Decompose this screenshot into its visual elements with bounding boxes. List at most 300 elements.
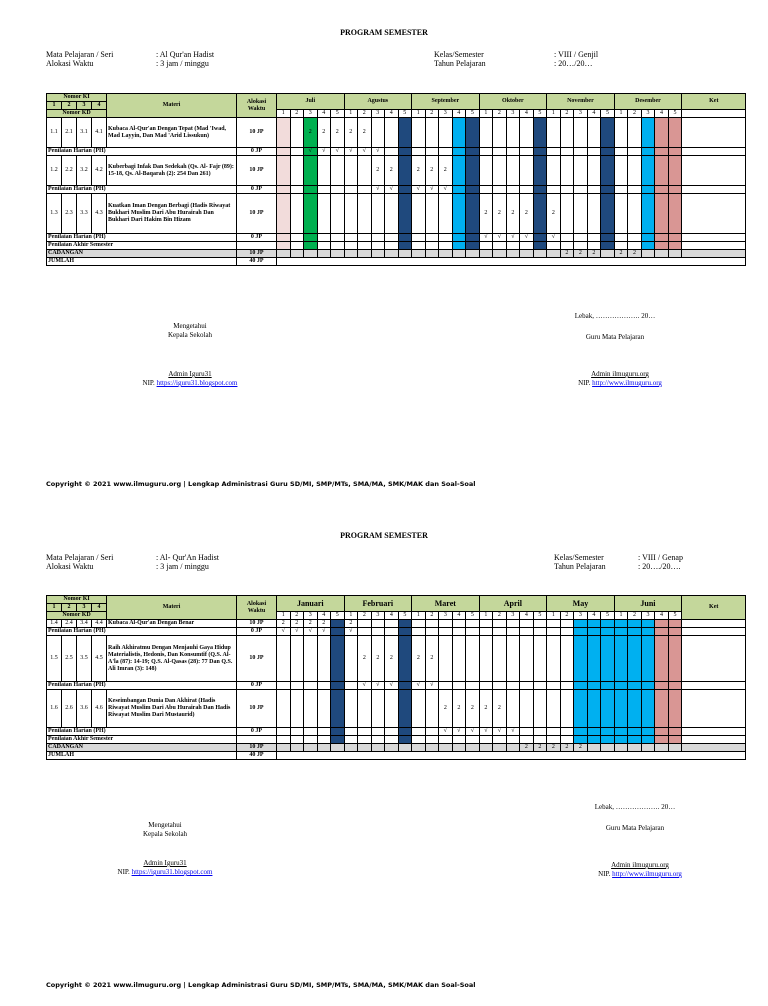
table-cell — [614, 118, 628, 148]
table-cell — [506, 242, 520, 250]
table-cell — [290, 194, 304, 234]
table-cell: √ — [304, 148, 318, 156]
table-cell: 2 — [358, 636, 372, 682]
table-cell: 4 — [92, 604, 107, 612]
pas-label: Penilaian Akhir Semester — [47, 242, 237, 250]
table-row — [47, 682, 746, 690]
table-cell: Penilaian Harian (PH) — [47, 234, 237, 242]
table-cell — [344, 234, 358, 242]
table-cell — [412, 736, 426, 744]
table-cell: √ — [466, 728, 480, 736]
table-cell: 2 — [290, 612, 304, 620]
table-cell — [466, 636, 480, 682]
signature-text: Guru Mata Pelajaran — [585, 333, 645, 341]
table-cell — [628, 736, 642, 744]
guru-signature — [580, 803, 690, 833]
table-cell: 2 — [425, 156, 439, 186]
week-num: 2 — [425, 110, 439, 118]
week-num: 5 — [466, 110, 480, 118]
table-cell — [601, 636, 615, 682]
table-cell — [425, 194, 439, 234]
table-cell — [452, 620, 466, 628]
table-cell: 2 — [493, 612, 507, 620]
signature-text: Admin Iguru31 — [168, 370, 212, 378]
table-cell: 2 — [614, 250, 628, 258]
week-num: 5 — [331, 110, 345, 118]
table-cell — [601, 744, 615, 752]
table-cell — [533, 620, 547, 628]
table-cell — [614, 194, 628, 234]
table-cell: √ — [520, 234, 534, 242]
table-cell — [331, 620, 345, 628]
table-cell — [398, 682, 412, 690]
table-cell — [371, 242, 385, 250]
table-cell — [358, 628, 372, 636]
table-cell: 0 JP — [237, 234, 277, 242]
table-cell — [655, 156, 669, 186]
table-cell — [547, 728, 561, 736]
table-cell — [641, 194, 655, 234]
week-num: 1 — [614, 110, 628, 118]
signature-text: Lebak, ………………. 20… — [574, 312, 656, 320]
table-cell — [331, 728, 345, 736]
mapel-label: Mata Pelajaran / Seri — [46, 50, 114, 59]
meta-left: Mata Pelajaran / Seri : Al- Qur'An Hadist Alokasi Waktu : 3 jam / minggu — [46, 553, 219, 571]
table-cell — [560, 628, 574, 636]
table-cell — [560, 234, 574, 242]
table-cell — [655, 736, 669, 744]
table-cell: Nomor KI — [47, 596, 107, 604]
table-cell: Nomor KD — [47, 612, 107, 620]
table-cell — [452, 250, 466, 258]
table-cell: 2 — [587, 250, 601, 258]
month-header: Desember — [614, 94, 682, 110]
table-cell: √ — [493, 234, 507, 242]
table-cell: 5 — [331, 612, 345, 620]
table-cell — [506, 620, 520, 628]
table-cell — [682, 186, 746, 194]
table-cell: √ — [331, 148, 345, 156]
table-cell — [668, 156, 682, 186]
alokasi-header: Alokasi Waktu — [237, 94, 277, 118]
table-cell: Penilaian Harian (PH) — [47, 682, 237, 690]
table-cell — [371, 234, 385, 242]
table-cell — [655, 744, 669, 752]
table-cell — [601, 194, 615, 234]
table-cell: 4.5 — [92, 636, 107, 682]
kepsek-signature — [140, 322, 240, 340]
table-cell — [385, 148, 399, 156]
table-cell — [385, 118, 399, 148]
kelas-value: : VIII / Genjil — [554, 50, 599, 59]
table-row — [47, 250, 746, 258]
materi-cell: Kuberbagi Infak Dan Sedekah (Qs. Al- Fajr (89): 15-18, Qs. Al-Baqarah (2): 254 Dan 261) — [107, 156, 237, 186]
table-cell — [277, 744, 291, 752]
kelas-label: Kelas/Semester — [434, 50, 484, 59]
table-cell — [398, 194, 412, 234]
table-cell — [358, 242, 372, 250]
week-num: 1 — [344, 110, 358, 118]
signature-text: NIP. — [598, 870, 611, 878]
table-cell — [641, 728, 655, 736]
table-cell: √ — [371, 148, 385, 156]
table-cell — [412, 628, 426, 636]
table-cell: 2.5 — [62, 636, 77, 682]
table-cell: 4 — [587, 612, 601, 620]
table-cell — [628, 234, 642, 242]
table-cell: √ — [493, 728, 507, 736]
table-cell — [331, 250, 345, 258]
week-num: 2 — [493, 110, 507, 118]
table-cell — [466, 156, 480, 186]
table-cell — [290, 242, 304, 250]
table-cell — [601, 234, 615, 242]
week-num: 2 — [290, 110, 304, 118]
table-cell — [587, 628, 601, 636]
month-header: May — [547, 596, 615, 612]
table-cell — [587, 156, 601, 186]
table-cell — [439, 148, 453, 156]
signature-text: Admin Iguru31 — [143, 859, 187, 867]
table-cell — [520, 690, 534, 728]
table-cell — [614, 690, 628, 728]
table-cell — [641, 118, 655, 148]
week-num: 4 — [385, 110, 399, 118]
table-cell: √ — [452, 728, 466, 736]
table-cell — [547, 186, 561, 194]
materi-cell: Keseimbangan Dunia Dan Akhirat (Hadis Riwayat Muslim Dari Abu Hurairah Dan Hadis Riwayat Muslim Dari Mustaurid) — [107, 690, 237, 728]
table-cell: √ — [412, 682, 426, 690]
table-cell: 4.3 — [92, 194, 107, 234]
table-cell — [398, 148, 412, 156]
table-cell: 4.6 — [92, 690, 107, 728]
table-cell: 2 — [371, 156, 385, 186]
table-cell — [317, 636, 331, 682]
table-cell — [682, 636, 746, 682]
week-num: 2 — [628, 110, 642, 118]
table-cell — [493, 156, 507, 186]
table-cell — [304, 156, 318, 186]
table-cell: 0 JP — [237, 728, 277, 736]
table-cell — [358, 620, 372, 628]
week-num: 3 — [641, 110, 655, 118]
table-cell: 2 — [331, 118, 345, 148]
table-cell — [641, 186, 655, 194]
table-cell: 2 — [62, 604, 77, 612]
table-cell: 2 — [385, 156, 399, 186]
table-cell — [412, 194, 426, 234]
table-row — [47, 234, 746, 242]
table-cell — [277, 234, 291, 242]
table-cell — [493, 148, 507, 156]
table-cell — [641, 636, 655, 682]
table-cell: 3.4 — [77, 620, 92, 628]
table-cell: √ — [358, 682, 372, 690]
table-cell — [587, 636, 601, 682]
table-cell — [682, 728, 746, 736]
table-cell: 2 — [533, 744, 547, 752]
page-title: PROGRAM SEMESTER — [340, 28, 428, 37]
table-cell — [533, 242, 547, 250]
signature-text: Lebak, ………………. 20… — [594, 803, 676, 811]
table-cell — [331, 628, 345, 636]
table-cell — [385, 744, 399, 752]
table-cell: 2.3 — [62, 194, 77, 234]
week-num: 3 — [304, 110, 318, 118]
materi-header: Materi — [107, 94, 237, 118]
month-header: November — [547, 94, 615, 110]
table-cell — [439, 636, 453, 682]
table-cell — [439, 744, 453, 752]
table-cell — [398, 628, 412, 636]
table-cell — [466, 250, 480, 258]
month-header: Juli — [277, 94, 345, 110]
table-cell — [331, 690, 345, 728]
signature-text: Admin ilmuguru.org — [611, 861, 669, 869]
table-cell — [452, 628, 466, 636]
ket-header: Ket — [682, 94, 746, 110]
table-cell — [277, 258, 746, 266]
week-num: 1 — [479, 110, 493, 118]
table-cell — [601, 736, 615, 744]
table-cell — [479, 736, 493, 744]
table-cell: 2 — [560, 744, 574, 752]
table-cell: 2 — [547, 194, 561, 234]
table-cell — [358, 156, 372, 186]
table-cell — [668, 620, 682, 628]
table-cell: 2 — [358, 612, 372, 620]
nip-link[interactable]: https://iguru31.blogspot.com — [131, 868, 213, 876]
kd-num: 3.1 — [77, 118, 92, 148]
table-cell: 2 — [520, 744, 534, 752]
table-cell — [466, 682, 480, 690]
table-cell — [560, 194, 574, 234]
week-num: 4 — [520, 110, 534, 118]
table-cell — [668, 234, 682, 242]
table-row — [47, 744, 746, 752]
table-cell: 2 — [277, 620, 291, 628]
nip-link[interactable]: https://iguru31.blogspot.com — [156, 379, 238, 387]
table-row — [47, 242, 746, 250]
table-cell — [547, 250, 561, 258]
table-cell: √ — [290, 628, 304, 636]
guru-nip — [550, 370, 690, 388]
table-cell — [668, 744, 682, 752]
table-cell — [682, 682, 746, 690]
footer-copyright: Copyright © 2021 www.ilmuguru.org | Lengkap Administrasi Guru SD/MI, SMP/MTs, SMA/MA, SMK/MAK dan Soal-Soal — [46, 480, 476, 488]
table-cell: √ — [358, 148, 372, 156]
table-cell — [520, 628, 534, 636]
table-cell: 2 — [466, 690, 480, 728]
table-cell — [560, 620, 574, 628]
table-cell — [614, 636, 628, 682]
table-cell: 2 — [547, 744, 561, 752]
table-cell — [317, 728, 331, 736]
week-num: 2 — [560, 110, 574, 118]
table-cell — [628, 118, 642, 148]
table-cell — [317, 234, 331, 242]
table-cell: 4.2 — [92, 156, 107, 186]
table-cell: 10 JP — [237, 194, 277, 234]
table-cell: 40 JP — [237, 752, 277, 760]
table-cell — [479, 620, 493, 628]
table-cell — [506, 250, 520, 258]
table-cell — [425, 744, 439, 752]
table-cell: 2 — [628, 612, 642, 620]
table-cell — [344, 728, 358, 736]
table-cell — [344, 250, 358, 258]
table-cell: 2 — [574, 250, 588, 258]
table-cell — [533, 156, 547, 186]
table-cell — [587, 682, 601, 690]
table-cell — [560, 728, 574, 736]
table-cell — [560, 682, 574, 690]
table-cell: 5 — [398, 612, 412, 620]
table-cell — [655, 728, 669, 736]
materi-cell: Kubaca Al-Qur'an Dengan Tepat (Mad 'Iwad, Mad Layyin, Dan Mad 'Arid Lissukun) — [107, 118, 237, 148]
kepsek-nip — [95, 859, 235, 877]
table-cell — [425, 250, 439, 258]
week-num: 1 — [412, 110, 426, 118]
table-cell: 1 — [344, 612, 358, 620]
table-cell: 2 — [412, 156, 426, 186]
table-cell — [277, 682, 291, 690]
table-cell — [547, 690, 561, 728]
table-cell — [506, 628, 520, 636]
kd-num: 4.1 — [92, 118, 107, 148]
table-cell: 2 — [317, 620, 331, 628]
table-cell — [412, 250, 426, 258]
table-cell: 2.2 — [62, 156, 77, 186]
meta-right — [434, 50, 598, 68]
table-cell: 0 JP — [237, 186, 277, 194]
week-num: 4 — [317, 110, 331, 118]
table-cell — [304, 186, 318, 194]
table-cell — [587, 186, 601, 194]
table-row — [47, 186, 746, 194]
kepsek-nip — [120, 370, 260, 388]
table-cell — [547, 242, 561, 250]
table-cell — [344, 636, 358, 682]
table-cell — [547, 620, 561, 628]
table-cell — [317, 186, 331, 194]
table-cell — [358, 728, 372, 736]
table-cell: Penilaian Harian (PH) — [47, 728, 237, 736]
week-num: 5 — [668, 110, 682, 118]
table-cell: 2 — [385, 636, 399, 682]
table-cell: √ — [317, 148, 331, 156]
table-cell — [655, 234, 669, 242]
table-cell — [520, 118, 534, 148]
week-num: 3 — [439, 110, 453, 118]
table-cell: 2 — [439, 690, 453, 728]
table-cell: Materi — [107, 596, 237, 620]
table-cell — [398, 636, 412, 682]
table-cell — [641, 242, 655, 250]
table-cell: 2 — [560, 250, 574, 258]
table-cell — [385, 728, 399, 736]
week-num: 1 — [277, 110, 291, 118]
table-cell — [682, 744, 746, 752]
table-cell — [682, 736, 746, 744]
table-cell — [533, 628, 547, 636]
table-cell — [479, 186, 493, 194]
table-cell — [614, 682, 628, 690]
table-cell — [520, 682, 534, 690]
table-cell — [668, 728, 682, 736]
table-cell — [574, 636, 588, 682]
table-cell — [655, 682, 669, 690]
table-cell — [385, 250, 399, 258]
table-cell — [587, 234, 601, 242]
table-cell: √ — [385, 186, 399, 194]
table-cell — [587, 118, 601, 148]
table-row — [47, 194, 746, 234]
table-cell — [574, 728, 588, 736]
table-cell — [628, 690, 642, 728]
nip-link[interactable]: http://www.ilmuguru.org — [612, 870, 682, 878]
ki-num: 3 — [77, 102, 92, 110]
table-cell — [601, 148, 615, 156]
meta-left — [46, 50, 214, 68]
page-title: PROGRAM SEMESTER — [340, 531, 428, 540]
nip-link[interactable]: http://www.ilmuguru.org — [592, 379, 662, 387]
table-cell — [452, 744, 466, 752]
table-cell: 5 — [466, 612, 480, 620]
table-cell: 3 — [574, 612, 588, 620]
table-cell — [547, 628, 561, 636]
table-row — [47, 620, 746, 628]
table-cell: 2 — [493, 690, 507, 728]
table-cell: 3 — [439, 612, 453, 620]
table-cell — [304, 194, 318, 234]
ki-num: 4 — [92, 102, 107, 110]
table-cell — [682, 234, 746, 242]
table-cell — [520, 250, 534, 258]
table-cell: 1 — [479, 612, 493, 620]
table-cell: Ket — [682, 596, 746, 620]
table-cell: 2 — [452, 690, 466, 728]
table-cell — [331, 744, 345, 752]
table-cell — [425, 118, 439, 148]
table-cell — [641, 156, 655, 186]
table-cell: 3 — [304, 612, 318, 620]
table-cell: 2 — [371, 636, 385, 682]
table-cell: 1 — [277, 612, 291, 620]
table-cell — [493, 628, 507, 636]
week-num: 4 — [452, 110, 466, 118]
table-cell — [641, 628, 655, 636]
table-cell — [641, 682, 655, 690]
guru-signature — [560, 312, 670, 342]
kd-num: 2.1 — [62, 118, 77, 148]
table-cell — [668, 186, 682, 194]
table-cell: 1.6 — [47, 690, 62, 728]
table-cell — [641, 620, 655, 628]
table-cell — [587, 736, 601, 744]
table-cell — [493, 242, 507, 250]
table-cell — [344, 194, 358, 234]
table-cell — [587, 194, 601, 234]
table-cell — [682, 118, 746, 148]
signature-text: Kepala Sekolah — [142, 830, 188, 838]
table-cell — [371, 194, 385, 234]
table-cell — [290, 690, 304, 728]
table-cell: √ — [479, 234, 493, 242]
table-cell — [371, 250, 385, 258]
table-cell — [412, 620, 426, 628]
table-cell — [439, 118, 453, 148]
